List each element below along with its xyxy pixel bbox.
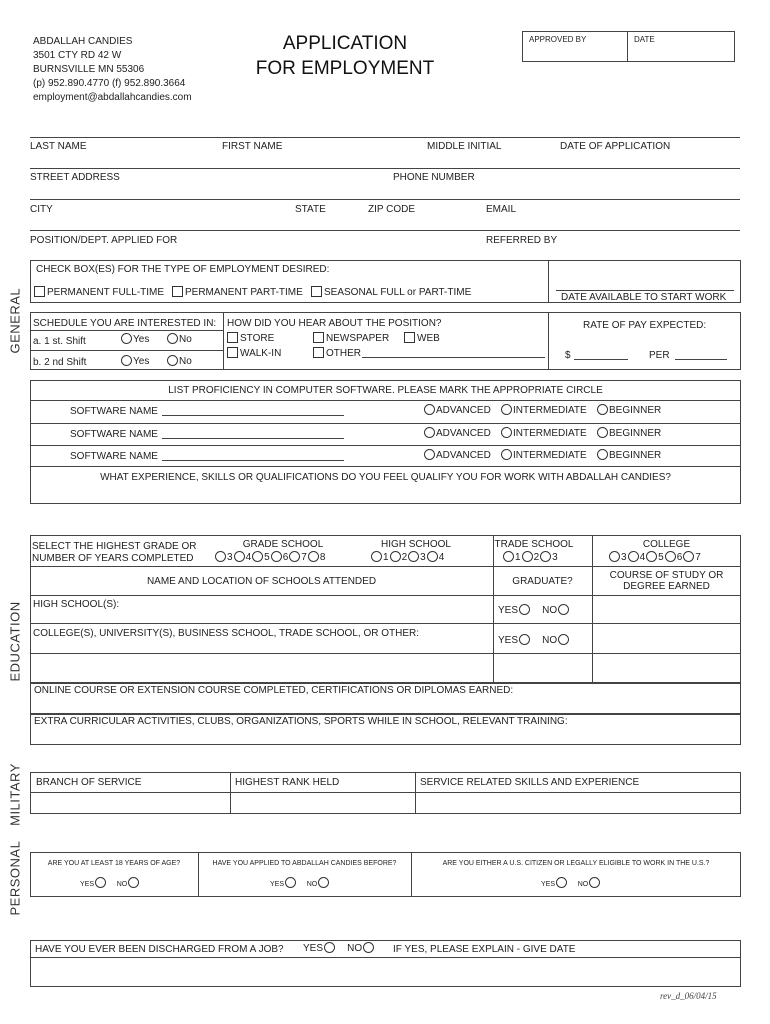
college-graduate-choice[interactable]: YES NO bbox=[498, 634, 570, 646]
software-1-advanced[interactable]: ADVANCED bbox=[423, 404, 491, 416]
shift-2-label: b. 2 nd Shift bbox=[33, 357, 87, 368]
edu-rule-2 bbox=[30, 595, 741, 596]
form-title-line1: APPLICATION bbox=[282, 33, 408, 54]
section-personal-label: PERSONAL bbox=[7, 840, 23, 916]
software-box bbox=[30, 380, 741, 504]
software-2-advanced[interactable]: ADVANCED bbox=[423, 427, 491, 439]
college-radio-6[interactable] bbox=[665, 551, 676, 562]
shift-2-yes[interactable]: Yes bbox=[120, 355, 149, 367]
service-skills-label: SERVICE RELATED SKILLS AND EXPERIENCE bbox=[420, 777, 640, 788]
grade-school-radio-6[interactable] bbox=[271, 551, 282, 562]
personal-col-2 bbox=[411, 852, 412, 897]
software-1-intermediate-radio[interactable] bbox=[501, 404, 512, 415]
graduate-header: GRADUATE? bbox=[512, 576, 573, 587]
rule-name bbox=[30, 137, 740, 138]
schedule-divider bbox=[223, 312, 224, 370]
high-school-radio-1[interactable] bbox=[371, 551, 382, 562]
schedule-row-rule bbox=[30, 350, 223, 351]
heard-about-label: HOW DID YOU HEAR ABOUT THE POSITION? bbox=[227, 318, 442, 329]
approved-by-label: APPROVED BY bbox=[529, 35, 587, 44]
grade-school-radio-7[interactable] bbox=[289, 551, 300, 562]
software-header: LIST PROFICIENCY IN COMPUTER SOFTWARE. PLEASE MARK THE APPROPRIATE CIRCLE bbox=[168, 385, 603, 396]
software-name-line-2[interactable] bbox=[162, 438, 344, 439]
software-1-advanced-radio[interactable] bbox=[424, 404, 435, 415]
software-1-beginner-radio[interactable] bbox=[597, 404, 608, 415]
colleges-label: COLLEGE(S), UNIVERSITY(S), BUSINESS SCHOOL, TRADE SCHOOL, OR OTHER: bbox=[33, 628, 419, 639]
applied-yes-radio[interactable] bbox=[285, 877, 296, 888]
trade-school-radio-3[interactable] bbox=[540, 551, 551, 562]
software-rule-1 bbox=[30, 400, 741, 401]
software-3-beginner-radio[interactable] bbox=[597, 449, 608, 460]
software-3-advanced-radio[interactable] bbox=[424, 449, 435, 460]
edu-col-course bbox=[592, 535, 593, 683]
section-military-label: MILITARY bbox=[7, 763, 23, 826]
state-label: STATE bbox=[295, 204, 326, 215]
approval-date-label: DATE bbox=[634, 35, 655, 44]
grade-school-radio-3[interactable] bbox=[215, 551, 226, 562]
high-schools-label: HIGH SCHOOL(S): bbox=[33, 599, 120, 610]
referred-by-label: REFERRED BY bbox=[486, 235, 558, 246]
software-name-label-3: SOFTWARE NAME bbox=[70, 451, 158, 462]
edu-rule-1 bbox=[30, 566, 741, 567]
military-col-1 bbox=[230, 772, 231, 814]
employment-type-divider bbox=[548, 260, 549, 303]
option-seasonal[interactable]: SEASONAL FULL or PART-TIME bbox=[311, 286, 471, 298]
option-permanent-part-time[interactable]: PERMANENT PART-TIME bbox=[172, 286, 303, 298]
college-options[interactable]: 3 4 5 6 7 bbox=[608, 551, 701, 563]
grade-school-radio-5[interactable] bbox=[252, 551, 263, 562]
software-2-beginner[interactable]: BEGINNER bbox=[596, 427, 661, 439]
military-rule bbox=[30, 792, 741, 793]
high-school-options[interactable]: 1 2 3 4 bbox=[370, 551, 444, 563]
schedule-header-rule bbox=[30, 330, 223, 331]
high-school-radio-2[interactable] bbox=[390, 551, 401, 562]
phone-number-label: PHONE NUMBER bbox=[393, 172, 475, 183]
trade-school-radio-2[interactable] bbox=[522, 551, 533, 562]
revision-label: rev_d_06/04/15 bbox=[660, 991, 717, 1001]
hs-graduate-choice[interactable]: YES NO bbox=[498, 604, 570, 616]
company-phone: (p) 952.890.4770 (f) 952.890.3664 bbox=[33, 78, 186, 89]
zip-code-label: ZIP CODE bbox=[368, 204, 416, 215]
software-3-advanced[interactable]: ADVANCED bbox=[423, 449, 491, 461]
hs-graduate-no-radio[interactable] bbox=[558, 604, 569, 615]
date-of-application-label: DATE OF APPLICATION bbox=[560, 141, 671, 152]
experience-prompt: WHAT EXPERIENCE, SKILLS OR QUALIFICATIONS DO YOU FEEL QUALIFY YOU FOR WORK WITH ABDALLAH CANDIES? bbox=[100, 472, 671, 483]
shift-2-no[interactable]: No bbox=[166, 355, 192, 367]
checkbox-store[interactable] bbox=[227, 332, 238, 343]
citizen-question: ARE YOU EITHER A U.S. CITIZEN OR LEGALLY ELIGIBLE TO WORK IN THE U.S.? bbox=[442, 860, 710, 867]
middle-initial-label: MIDDLE INITIAL bbox=[427, 141, 502, 152]
rule-city bbox=[30, 199, 740, 200]
college-label: COLLEGE bbox=[642, 539, 691, 550]
select-grade-label-1: SELECT THE HIGHEST GRADE OR bbox=[32, 541, 197, 552]
age-yes-radio[interactable] bbox=[95, 877, 106, 888]
course-header-1: COURSE OF STUDY OR bbox=[609, 570, 724, 581]
position-label: POSITION/DEPT. APPLIED FOR bbox=[30, 235, 178, 246]
section-general-label: GENERAL bbox=[7, 287, 23, 354]
heard-other[interactable]: OTHER bbox=[313, 347, 361, 359]
personal-col-1 bbox=[198, 852, 199, 897]
date-available-label: DATE AVAILABLE TO START WORK bbox=[561, 292, 727, 303]
applied-answer[interactable]: YES NO bbox=[270, 877, 330, 889]
citizen-no-radio[interactable] bbox=[589, 877, 600, 888]
software-2-beginner-radio[interactable] bbox=[597, 427, 608, 438]
shift-1-no[interactable]: No bbox=[166, 333, 192, 345]
discharged-rule bbox=[30, 957, 741, 958]
software-3-intermediate[interactable]: INTERMEDIATE bbox=[500, 449, 587, 461]
software-3-beginner[interactable]: BEGINNER bbox=[596, 449, 661, 461]
checkbox-newspaper[interactable] bbox=[313, 332, 324, 343]
software-1-beginner[interactable]: BEGINNER bbox=[596, 404, 661, 416]
checkbox-seasonal[interactable] bbox=[311, 286, 322, 297]
first-name-label: FIRST NAME bbox=[222, 141, 283, 152]
applied-no-radio[interactable] bbox=[318, 877, 329, 888]
discharged-yes-radio[interactable] bbox=[324, 942, 335, 953]
edu-rule-3 bbox=[30, 623, 741, 624]
software-rule-4 bbox=[30, 466, 741, 467]
citizen-answer[interactable]: YES NO bbox=[541, 877, 601, 889]
checkbox-walkin[interactable] bbox=[227, 347, 238, 358]
email-label: EMAIL bbox=[486, 204, 517, 215]
software-rule-2 bbox=[30, 423, 741, 424]
trade-school-label: TRADE SCHOOL bbox=[494, 539, 574, 550]
trade-school-radio-1[interactable] bbox=[503, 551, 514, 562]
shift-1-yes[interactable]: Yes bbox=[120, 333, 149, 345]
college-graduate-yes-radio[interactable] bbox=[519, 634, 530, 645]
high-school-radio-4[interactable] bbox=[427, 551, 438, 562]
extracurricular-label: EXTRA CURRICULAR ACTIVITIES, CLUBS, ORGANIZATIONS, SPORTS WHILE IN SCHOOL, RELEVANT TRAINING: bbox=[34, 716, 568, 727]
city-label: CITY bbox=[30, 204, 53, 215]
pay-per-line[interactable] bbox=[675, 359, 727, 360]
heard-web[interactable]: WEB bbox=[404, 332, 440, 344]
checkbox-web[interactable] bbox=[404, 332, 415, 343]
grade-school-radio-8[interactable] bbox=[308, 551, 319, 562]
software-2-intermediate-radio[interactable] bbox=[501, 427, 512, 438]
approval-divider bbox=[627, 31, 628, 62]
shift-2-no-radio[interactable] bbox=[167, 355, 178, 366]
section-education-label: EDUCATION bbox=[7, 601, 23, 682]
shift-1-yes-radio[interactable] bbox=[121, 333, 132, 344]
age-question: ARE YOU AT LEAST 18 YEARS OF AGE? bbox=[47, 860, 181, 867]
course-header-2: DEGREE EARNED bbox=[623, 581, 710, 592]
software-rule-3 bbox=[30, 445, 741, 446]
select-grade-label-2: NUMBER OF YEARS COMPLETED bbox=[32, 553, 194, 564]
pay-amount-line[interactable] bbox=[574, 359, 628, 360]
personal-questions-box bbox=[30, 852, 741, 897]
heard-newspaper[interactable]: NEWSPAPER bbox=[313, 332, 389, 344]
college-radio-4[interactable] bbox=[628, 551, 639, 562]
pay-divider bbox=[548, 312, 549, 370]
date-available-line bbox=[556, 290, 734, 291]
highest-rank-label: HIGHEST RANK HELD bbox=[235, 777, 340, 788]
schedule-label: SCHEDULE YOU ARE INTERESTED IN: bbox=[33, 318, 217, 329]
grade-school-options[interactable]: 3 4 5 6 7 8 bbox=[214, 551, 325, 563]
heard-other-line bbox=[362, 357, 545, 358]
edu-col-graduate bbox=[493, 535, 494, 683]
software-2-advanced-radio[interactable] bbox=[424, 427, 435, 438]
edu-rule-4 bbox=[30, 653, 741, 654]
trade-school-options[interactable]: 1 2 3 bbox=[502, 551, 558, 563]
pay-label: RATE OF PAY EXPECTED: bbox=[583, 320, 707, 331]
age-no-radio[interactable] bbox=[128, 877, 139, 888]
online-courses-label: ONLINE COURSE OR EXTENSION COURSE COMPLETED, CERTIFICATIONS OR DIPLOMAS EARNED: bbox=[34, 685, 514, 696]
age-answer[interactable]: YES NO bbox=[80, 877, 140, 889]
college-radio-5[interactable] bbox=[646, 551, 657, 562]
employment-type-prompt: CHECK BOX(ES) FOR THE TYPE OF EMPLOYMENT DESIRED: bbox=[36, 264, 330, 275]
street-address-label: STREET ADDRESS bbox=[30, 172, 120, 183]
discharged-explain-label: IF YES, PLEASE EXPLAIN - GIVE DATE bbox=[393, 944, 576, 955]
grade-school-radio-4[interactable] bbox=[234, 551, 245, 562]
software-2-intermediate[interactable]: INTERMEDIATE bbox=[500, 427, 587, 439]
heard-walkin[interactable]: WALK-IN bbox=[227, 347, 281, 359]
company-address-line1: 3501 CTY RD 42 W bbox=[33, 50, 122, 61]
software-1-intermediate[interactable]: INTERMEDIATE bbox=[500, 404, 587, 416]
software-name-label-2: SOFTWARE NAME bbox=[70, 429, 158, 440]
college-radio-3[interactable] bbox=[609, 551, 620, 562]
option-permanent-full-time[interactable]: PERMANENT FULL-TIME bbox=[34, 286, 164, 298]
pay-dollar-label: $ bbox=[565, 350, 571, 361]
shift-2-yes-radio[interactable] bbox=[121, 355, 132, 366]
checkbox-permanent-part-time[interactable] bbox=[172, 286, 183, 297]
branch-of-service-label: BRANCH OF SERVICE bbox=[36, 777, 142, 788]
last-name-label: LAST NAME bbox=[30, 141, 87, 152]
hs-graduate-yes-radio[interactable] bbox=[519, 604, 530, 615]
pay-per-label: PER bbox=[649, 350, 670, 361]
software-name-line-1[interactable] bbox=[162, 415, 344, 416]
high-school-label: HIGH SCHOOL bbox=[380, 539, 451, 550]
grade-school-label: GRADE SCHOOL bbox=[242, 539, 324, 550]
discharged-question: HAVE YOU EVER BEEN DISCHARGED FROM A JOB? bbox=[35, 944, 284, 955]
company-name: ABDALLAH CANDIES bbox=[33, 36, 133, 47]
shift-1-label: a. 1 st. Shift bbox=[33, 336, 86, 347]
rule-position bbox=[30, 230, 740, 231]
citizen-yes-radio[interactable] bbox=[556, 877, 567, 888]
schools-header: NAME AND LOCATION OF SCHOOLS ATTENDED bbox=[146, 576, 377, 587]
discharged-no-radio[interactable] bbox=[363, 942, 374, 953]
military-col-2 bbox=[415, 772, 416, 814]
company-address-line2: BURNSVILLE MN 55306 bbox=[33, 64, 145, 75]
discharged-answer[interactable]: YES NO bbox=[303, 942, 375, 954]
form-title-line2: FOR EMPLOYMENT bbox=[255, 58, 435, 79]
checkbox-permanent-full-time[interactable] bbox=[34, 286, 45, 297]
heard-store[interactable]: STORE bbox=[227, 332, 274, 344]
high-school-radio-3[interactable] bbox=[408, 551, 419, 562]
software-name-label-1: SOFTWARE NAME bbox=[70, 406, 158, 417]
company-email: employment@abdallahcandies.com bbox=[33, 92, 192, 103]
college-graduate-no-radio[interactable] bbox=[558, 634, 569, 645]
software-3-intermediate-radio[interactable] bbox=[501, 449, 512, 460]
software-name-line-3[interactable] bbox=[162, 460, 344, 461]
checkbox-other[interactable] bbox=[313, 347, 324, 358]
rule-address bbox=[30, 168, 740, 169]
shift-1-no-radio[interactable] bbox=[167, 333, 178, 344]
college-radio-7[interactable] bbox=[683, 551, 694, 562]
applied-before-question: HAVE YOU APPLIED TO ABDALLAH CANDIES BEFORE? bbox=[212, 860, 397, 867]
